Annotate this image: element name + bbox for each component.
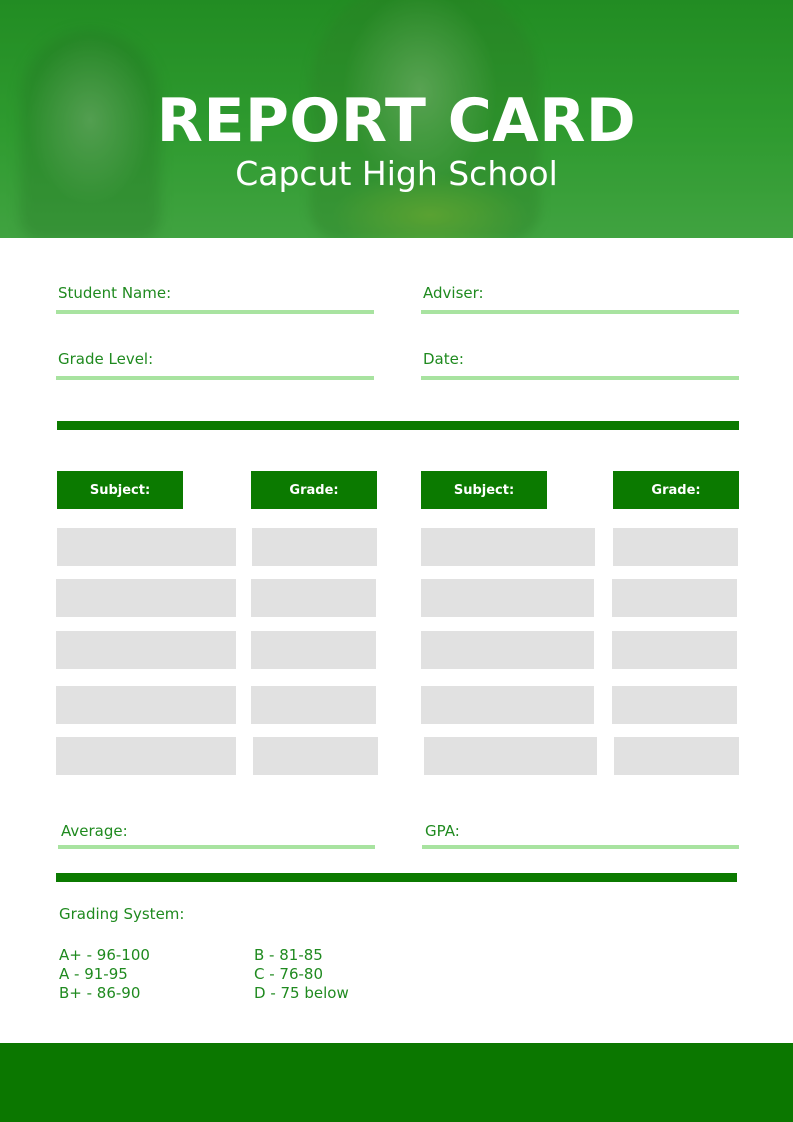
section-divider-top (57, 421, 739, 430)
left-grade-cell-1[interactable] (252, 528, 377, 566)
right-grade-header: Grade: (613, 471, 739, 509)
section-divider-bottom (56, 873, 737, 882)
left-subject-cell-2[interactable] (56, 579, 236, 617)
gpa-label: GPA: (425, 822, 460, 840)
footer-band (0, 1043, 793, 1122)
adviser-label: Adviser: (423, 284, 484, 302)
grade-level-label: Grade Level: (58, 350, 154, 368)
right-grade-cell-3[interactable] (612, 631, 737, 669)
date-line (421, 376, 739, 380)
left-grade-cell-4[interactable] (251, 686, 376, 724)
grade-level-field[interactable] (56, 350, 374, 382)
date-field[interactable] (421, 350, 739, 382)
right-subject-header: Subject: (421, 471, 547, 509)
grading-system-title: Grading System: (59, 905, 185, 923)
grading-item-d: D - 75 below (254, 984, 349, 1002)
right-subject-cell-2[interactable] (421, 579, 594, 617)
right-subject-cell-5[interactable] (424, 737, 597, 775)
adviser-field[interactable] (421, 284, 739, 316)
header-banner (0, 0, 793, 238)
student-name-line (56, 310, 374, 314)
right-subject-cell-1[interactable] (421, 528, 595, 566)
date-label: Date: (423, 350, 464, 368)
right-grade-cell-2[interactable] (612, 579, 737, 617)
right-grade-cell-5[interactable] (614, 737, 739, 775)
left-grade-cell-5[interactable] (253, 737, 378, 775)
left-subject-cell-4[interactable] (56, 686, 236, 724)
left-subject-cell-3[interactable] (56, 631, 236, 669)
report-card-title: REPORT CARD (156, 86, 637, 156)
average-field[interactable] (58, 822, 375, 852)
left-grade-cell-3[interactable] (251, 631, 376, 669)
right-subject-cell-3[interactable] (421, 631, 594, 669)
student-name-label: Student Name: (58, 284, 172, 302)
left-subject-header: Subject: (57, 471, 183, 509)
right-subject-cell-4[interactable] (421, 686, 594, 724)
school-name: Capcut High School (235, 154, 558, 193)
grading-item-c: C - 76-80 (254, 965, 324, 983)
left-subject-cell-5[interactable] (56, 737, 236, 775)
grading-item-a-plus: A+ - 96-100 (59, 946, 150, 964)
adviser-line (421, 310, 739, 314)
left-grade-header: Grade: (251, 471, 377, 509)
gpa-field[interactable] (422, 822, 739, 852)
average-label: Average: (61, 822, 128, 840)
right-grade-cell-1[interactable] (613, 528, 738, 566)
grading-item-a: A - 91-95 (59, 965, 128, 983)
grading-item-b: B - 81-85 (254, 946, 323, 964)
left-grade-cell-2[interactable] (251, 579, 376, 617)
student-name-field[interactable] (56, 284, 374, 316)
grade-level-line (56, 376, 374, 380)
average-line (58, 845, 375, 849)
grading-item-b-plus: B+ - 86-90 (59, 984, 141, 1002)
right-grade-cell-4[interactable] (612, 686, 737, 724)
left-subject-cell-1[interactable] (57, 528, 236, 566)
gpa-line (422, 845, 739, 849)
